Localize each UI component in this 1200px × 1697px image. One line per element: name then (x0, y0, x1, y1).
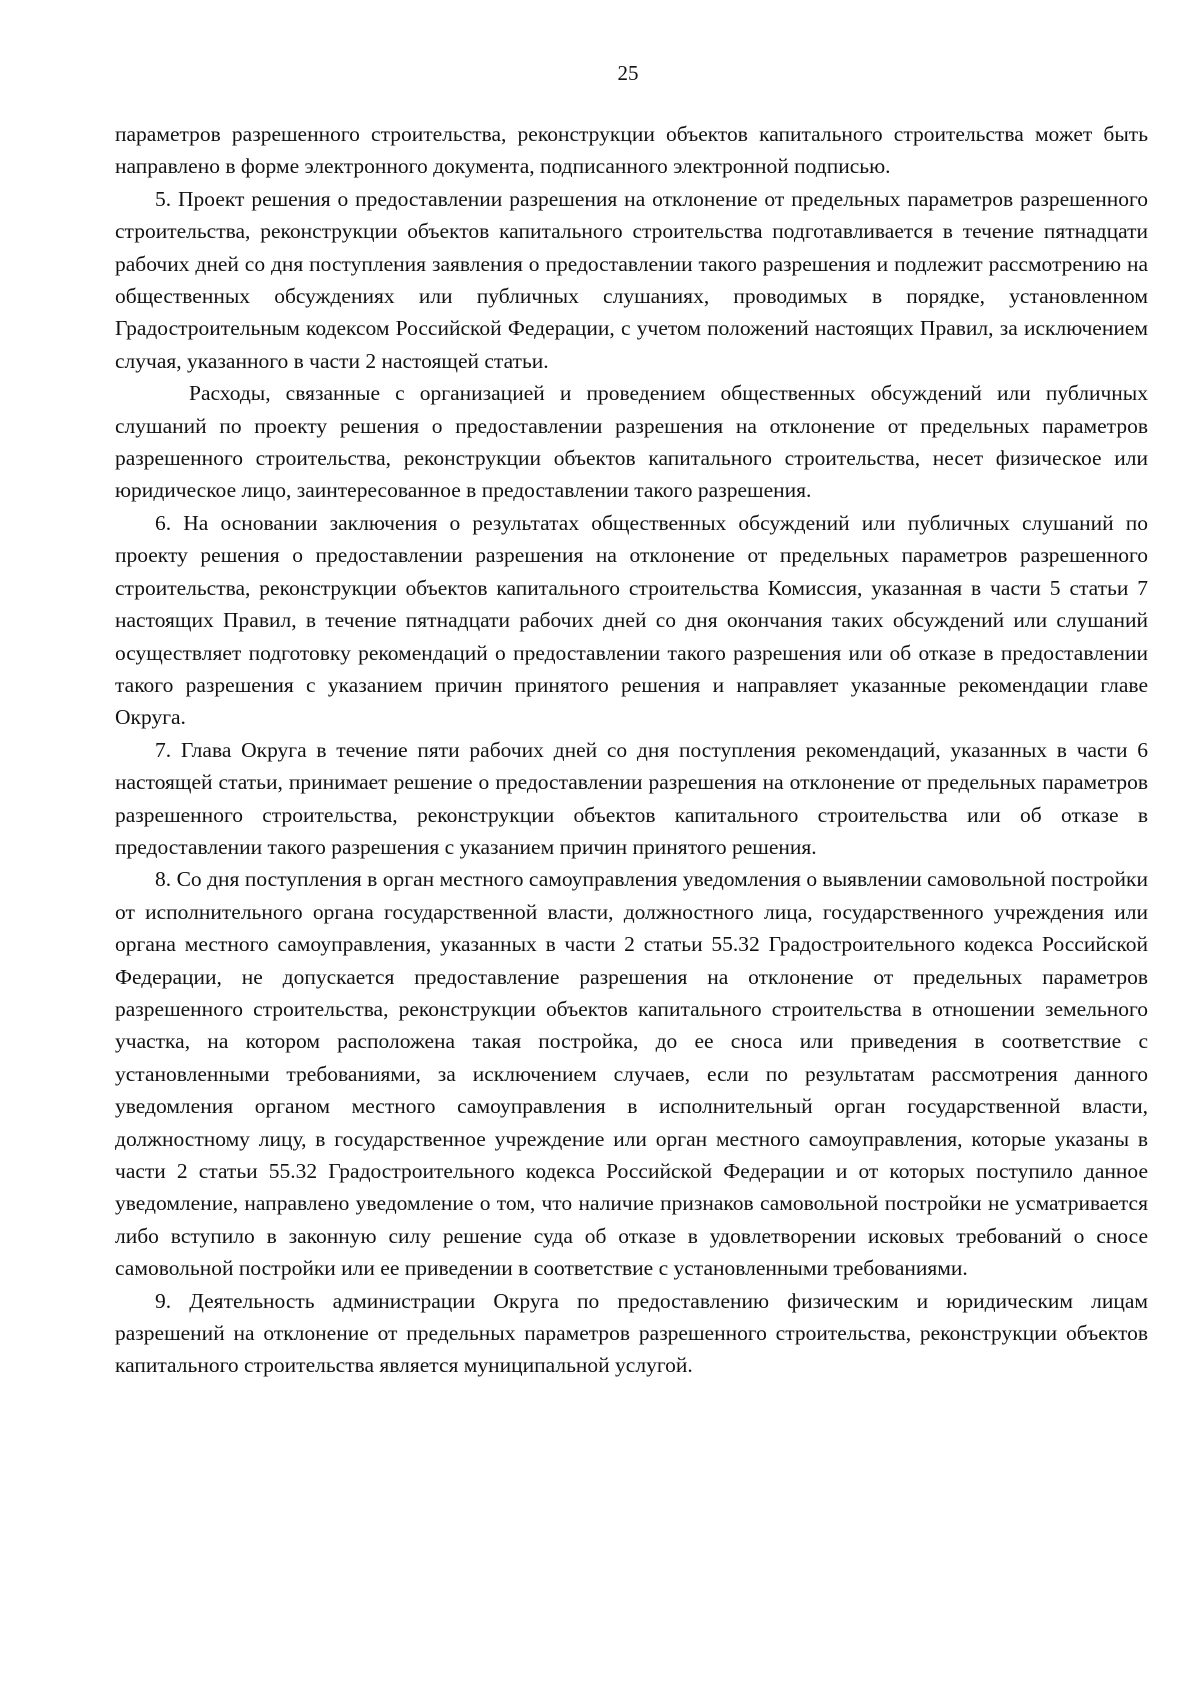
document-body (115, 118, 1148, 1382)
paragraph-item-7: 7. Глава Округа в течение пяти рабочих дней со дня поступления рекомендаций, указанных в части 6 настоящей статьи, принимает решение о предоставлении разрешения на отклонение от предельных параметров разрешенного строительства, реконструкции объектов капитального строительства или об отказе в предоставлении такого разрешения с указанием причин принятого решения. (115, 737, 1148, 859)
paragraph-expenses: Расходы, связанные с организацией и проведением общественных обсуждений или публичных слушаний по проекту решения о предоставлении разрешения на отклонение от предельных параметров разрешенного строительства, реконструкции объектов капитального строительства, несет физическое или юридическое лицо, заинтересованное в предоставлении такого разрешения. (115, 381, 1148, 503)
page-number: 25 (617, 61, 639, 85)
paragraph-continuation: параметров разрешенного строительства, реконструкции объектов капитального строительства может быть направлено в форме электронного документа, подписанного электронной подписью. (115, 122, 1148, 179)
paragraph-item-8: 8. Со дня поступления в орган местного самоуправления уведомления о выявлении самовольной постройки от исполнительного органа государственной власти, должностного лица, государственного учреждения или органа местного самоуправления, указанных в части 2 статьи 55.32 Градостроительного кодекса Российской Федерации, не допускается предоставление разрешения на отклонение от предельных параметров разрешенного строительства, реконструкции объектов капитального строительства в отношении земельного участка, на котором расположена такая постройка, до ее сноса или приведения в соответствие с установленными требованиями, за исключением случаев, если по результатам рассмотрения данного уведомления органом местного самоуправления в исполнительный орган государственной власти, должностному лицу, в государственное учреждение или орган местного самоуправления, которые указаны в части 2 статьи 55.32 Градостроительного кодекса Российской Федерации и от которых поступило данное уведомление, направлено уведомление о том, что наличие признаков самовольной постройки не усматривается либо вступило в законную силу решение суда об отказе в удовлетворении исковых требований о сносе самовольной постройки или ее приведении в соответствие с установленными требованиями. (115, 867, 1148, 1281)
paragraph-item-6: 6. На основании заключения о результатах общественных обсуждений или публичных слушаний по проекту решения о предоставлении разрешения на отклонение от предельных параметров разрешенного строительства, реконструкции объектов капитального строительства Комиссия, указанная в части 5 статьи 7 настоящих Правил, в течение пятнадцати рабочих дней со дня окончания таких обсуждений или слушаний осуществляет подготовку рекомендаций о предоставлении такого разрешения или об отказе в предоставлении такого разрешения с указанием причин принятого решения и направляет указанные рекомендации главе Округа. (115, 510, 1148, 730)
paragraph-item-9: 9. Деятельность администрации Округа по предоставлению физическим и юридическим лицам разрешений на отклонение от предельных параметров разрешенного строительства, реконструкции объектов капитального строительства является муниципальной услугой. (115, 1288, 1148, 1378)
paragraph-item-5: 5. Проект решения о предоставлении разрешения на отклонение от предельных параметров разрешенного строительства, реконструкции объектов капитального строительства подготавливается в течение пятнадцати рабочих дней со дня поступления заявления о предоставлении такого разрешения и подлежит рассмотрению на общественных обсуждениях или публичных слушаниях, проводимых в порядке, установленном Градостроительным кодексом Российской Федерации, с учетом положений настоящих Правил, за исключением случая, указанного в части 2 настоящей статьи. (115, 186, 1148, 373)
